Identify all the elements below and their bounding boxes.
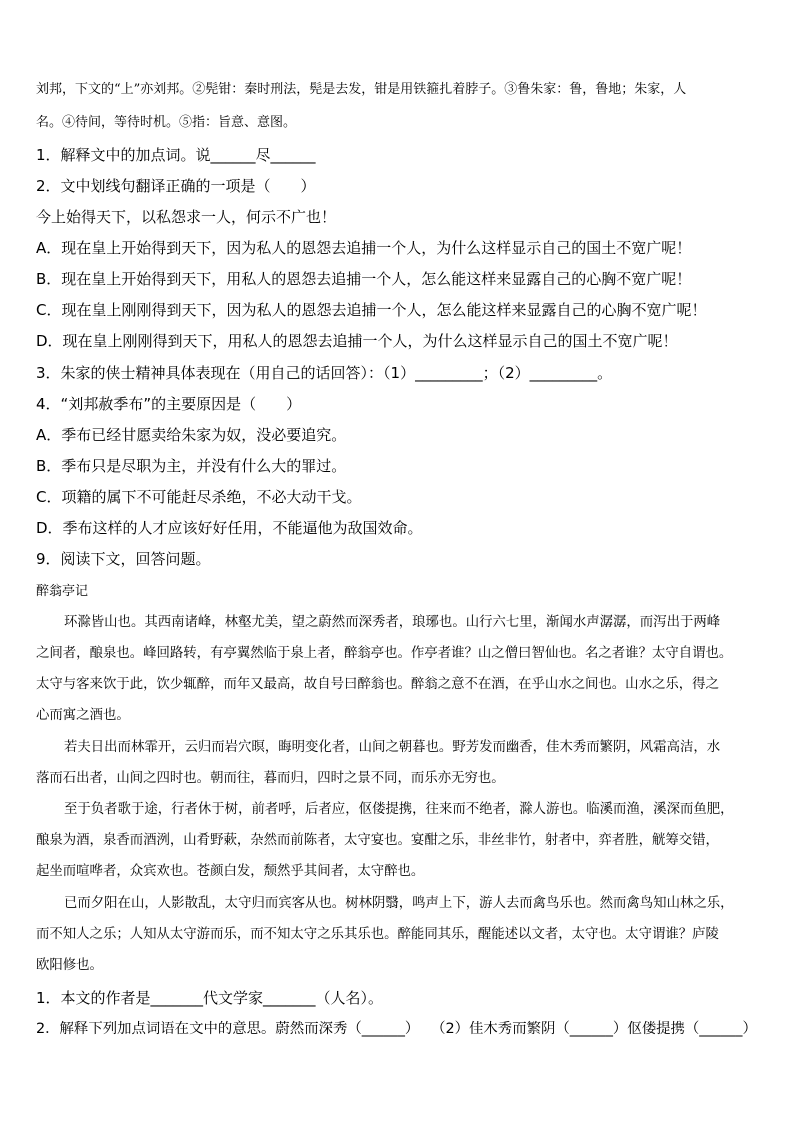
- text-line: 酿泉为酒，泉香而酒洌，山肴野蔌，杂然而前陈者，太守宴也。宴酣之乐，非丝非竹，射者中，弈者胜，觥筹交错，: [36, 833, 719, 848]
- text-line: 醉翁亭记: [36, 584, 89, 599]
- text-line: 3．朱家的侠士精神具体表现在（用自己的话回答）：（1）_________；（2）_________。: [36, 364, 613, 382]
- text-line: 名。④待间，等待时机。⑤指：旨意、意图。: [36, 115, 297, 130]
- text-line: 2．文中划线句翻译正确的一项是（ ）: [36, 177, 316, 195]
- text-line: 起坐而喧哗者，众宾欢也。苍颜白发，颓然乎其间者，太守醉也。: [36, 864, 425, 879]
- text-line: 刘邦，下文的“上”亦刘邦。②髡钳：秦时刑法，髡是去发，钳是用铁箍扎着脖子。③鲁朱家：鲁，鲁地；朱家，人: [36, 82, 687, 97]
- text-line: 之间者，酿泉也。峰回路转，有亭翼然临于泉上者，醉翁亭也。作亭者谁？山之僧曰智仙也。名之者谁？太守自谓也。: [36, 646, 733, 661]
- text-line: D．季布这样的人才应该好好任用，不能逼他为敌国效命。: [36, 519, 423, 537]
- text-line: C．现在皇上刚刚得到天下，因为私人的恩怨去追捕一个人，怎么能这样来显露自己的心胸不宽广呢！: [36, 301, 707, 319]
- text-line: D．现在皇上刚刚得到天下，用私人的恩怨去追捕一个人，为什么这样显示自己的国土不宽广呢！: [36, 332, 678, 350]
- text-line: C．项籍的属下不可能赶尽杀绝，不必大动干戈。: [36, 488, 362, 506]
- text-line: 2．解释下列加点词语在文中的意思。蔚然而深秀（______） （2）佳木秀而繁阴（______）伛偻提携（______）: [36, 1021, 757, 1037]
- text-line: A．季布已经甘愿卖给朱家为奴，没必要追究。: [36, 426, 347, 444]
- text-line: A．现在皇上开始得到天下，因为私人的恩怨去追捕一个人，为什么这样显示自己的国土不宽广呢！: [36, 239, 692, 257]
- text-line: B．季布只是尽职为主，并没有什么大的罪过。: [36, 457, 347, 475]
- text-line: 至于负者歌于途，行者休于树，前者呼，后者应，伛偻提携，往来而不绝者，滁人游也。临溪而渔，溪深而鱼肥，: [64, 802, 734, 817]
- text-line: 而不知人之乐；人知从太守游而乐，而不知太守之乐其乐也。醉能同其乐，醒能述以文者，太守也。太守谓谁？庐陵: [36, 927, 719, 942]
- text-line: 欧阳修也。: [36, 958, 103, 973]
- text-line: 太守与客来饮于此，饮少辄醉，而年又最高，故自号曰醉翁也。醉翁之意不在酒，在乎山水之间也。山水之乐，得之: [36, 677, 719, 692]
- text-line: 心而寓之酒也。: [36, 708, 130, 723]
- text-line: 1．本文的作者是_______代文学家_______（人名）。: [36, 989, 384, 1007]
- text-line: 今上始得天下，以私怨求一人，何示不广也！: [36, 208, 337, 226]
- text-line: 9．阅读下文，回答问题。: [36, 550, 211, 568]
- text-line: 1．解释文中的加点词。说______尽______: [36, 146, 316, 164]
- text-line: 落而石出者，山间之四时也。朝而往，暮而归，四时之景不同，而乐亦无穷也。: [36, 771, 505, 786]
- text-line: 环滁皆山也。其西南诸峰，林壑尤美，望之蔚然而深秀者，琅琊也。山行六七里，渐闻水声潺潺，而泻出于两峰: [64, 615, 721, 630]
- text-line: 若夫日出而林霏开，云归而岩穴暝，晦明变化者，山间之朝暮也。野芳发而幽香，佳木秀而繁阴，风霜高洁，水: [64, 740, 721, 755]
- text-line: 4．“刘邦赦季布”的主要原因是（ ）: [36, 395, 302, 413]
- text-line: B．现在皇上开始得到天下，用私人的恩怨去追捕一个人，怎么能这样来显露自己的心胸不宽广呢！: [36, 270, 692, 288]
- text-line: 已而夕阳在山，人影散乱，太守归而宾客从也。树林阴翳，鸣声上下，游人去而禽鸟乐也。然而禽鸟知山林之乐，: [64, 896, 734, 911]
